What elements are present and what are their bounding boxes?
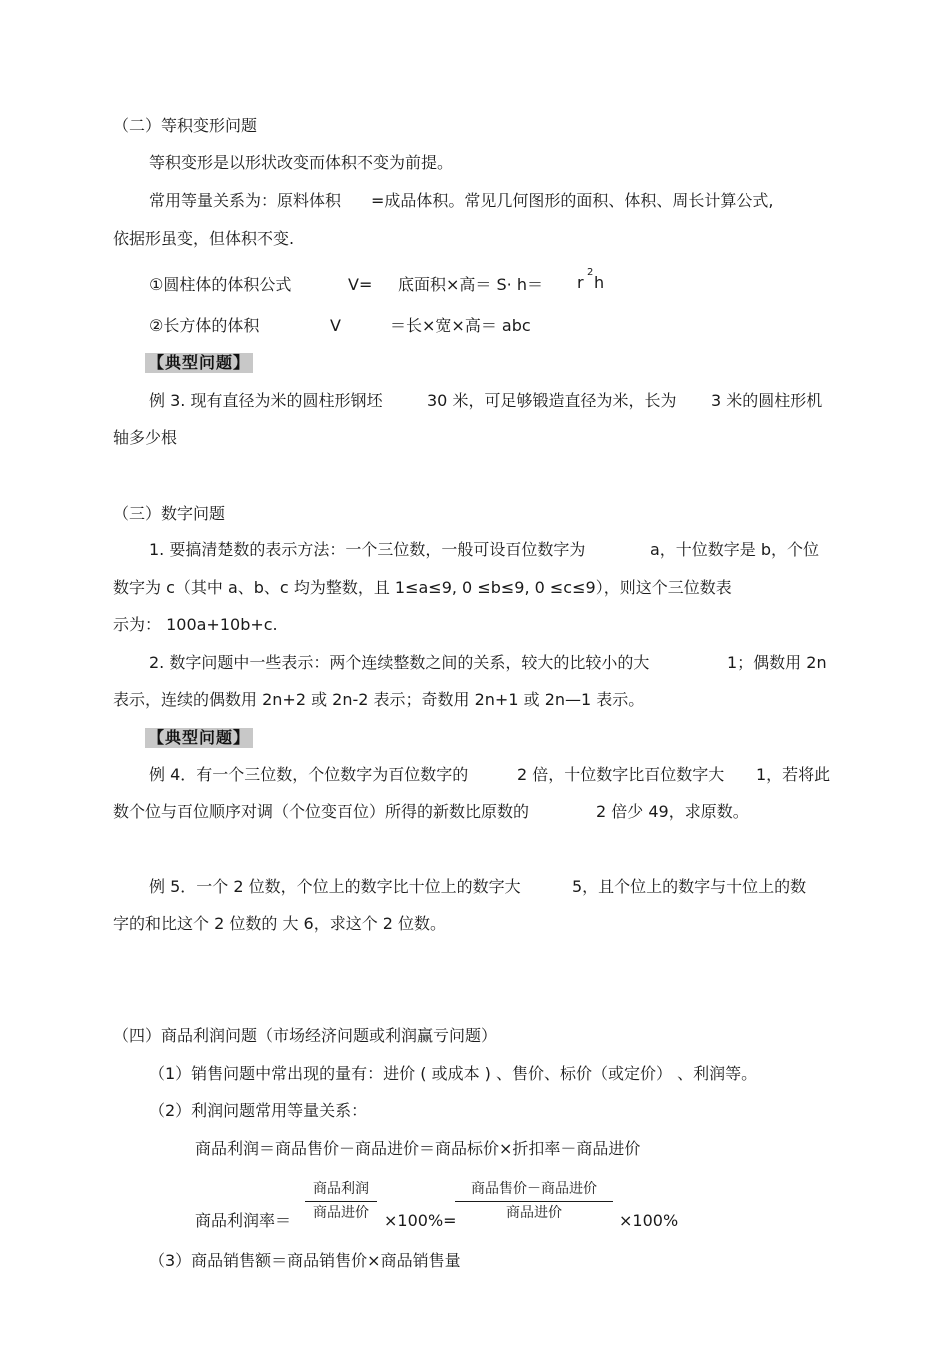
cylinder-formula-h: h: [594, 273, 605, 292]
section-2-paragraph-2b: =成品体积。常见几何图形的面积、体积、周长计算公式,: [371, 191, 774, 210]
fraction-1-multiplier: ×100%=: [384, 1211, 457, 1230]
section-2-paragraph-1: 等积变形是以形状改变而体积不变为前提。: [149, 153, 454, 172]
fraction-2-denominator: 商品进价: [506, 1205, 562, 1221]
example-4-part-4: 数个位与百位顺序对调（个位变百位）所得的新数比原数的: [113, 802, 530, 821]
section-4-heading: （四）商品利润问题（市场经济问题或利润赢亏问题）: [113, 1026, 498, 1045]
fraction-1-numerator: 商品利润: [313, 1181, 369, 1197]
section-3-heading: （三）数字问题: [113, 504, 226, 523]
number-rule-1d: 示为： 100a+10b+c.: [113, 615, 278, 634]
fraction-2-bar: [455, 1201, 613, 1202]
cylinder-formula-v: V=: [348, 275, 373, 294]
section-2-heading: （二）等积变形问题: [113, 116, 258, 135]
example-5-part-2: 5，且个位上的数字与十位上的数: [572, 877, 807, 896]
example-5-part-3: 字的和比这个 2 位数的 大 6，求这个 2 位数。: [113, 914, 447, 933]
number-rule-1b: a，十位数字是 b，个位: [650, 540, 820, 559]
number-rule-2a: 2. 数字问题中一些表示：两个连续整数之间的关系，较大的比较小的大: [149, 653, 650, 672]
number-rule-1a: 1. 要搞清楚数的表示方法：一个三位数，一般可设百位数字为: [149, 540, 586, 559]
example-3-part-4: 轴多少根: [113, 428, 178, 447]
example-4-part-1: 例 4．有一个三位数，个位数字为百位数字的: [149, 765, 469, 784]
cuboid-formula-body: ＝长×宽×高＝ abc: [390, 316, 531, 335]
cuboid-formula-label: ②长方体的体积: [149, 316, 260, 335]
cylinder-formula-r: r: [577, 273, 584, 292]
profit-item-1: （1）销售问题中常出现的量有：进价 ( 或成本 ) 、售价、标价（或定价） 、利润等。: [149, 1064, 758, 1083]
cylinder-formula-label: ①圆柱体的体积公式: [149, 275, 292, 294]
typical-problem-badge-2: 【典型问题】: [145, 728, 253, 748]
fraction-1-denominator: 商品进价: [313, 1205, 369, 1221]
section-2-paragraph-2a: 常用等量关系为：原料体积: [149, 191, 342, 210]
example-5-part-1: 例 5．一个 2 位数，个位上的数字比十位上的数字大: [149, 877, 521, 896]
section-2-paragraph-3: 依据形虽变，但体积不变.: [113, 229, 295, 248]
number-rule-1c: 数字为 c（其中 a、b、c 均为整数，且 1≤a≤9, 0 ≤b≤9, 0 ≤c≤9），则这个三位数表: [113, 578, 732, 597]
profit-item-3: （3）商品销售额＝商品销售价×商品销售量: [149, 1251, 461, 1270]
example-3-part-2: 30 米，可足够锻造直径为米，长为: [427, 391, 677, 410]
example-4-part-3: 1，若将此: [756, 765, 831, 784]
cylinder-formula-body: 底面积×高＝ S· h＝: [398, 275, 543, 294]
cuboid-formula-v: V: [330, 316, 341, 335]
profit-equation: 商品利润＝商品售价－商品进价＝商品标价×折扣率－商品进价: [195, 1139, 641, 1158]
fraction-2-multiplier: ×100%: [619, 1211, 679, 1230]
number-rule-2b: 1；偶数用 2n: [727, 653, 827, 672]
profit-rate-label: 商品利润率＝: [195, 1211, 292, 1230]
example-3-part-3: 3 米的圆柱形机: [711, 391, 823, 410]
example-4-part-2: 2 倍，十位数字比百位数字大: [517, 765, 725, 784]
example-3-part-1: 例 3. 现有直径为米的圆柱形钢坯: [149, 391, 383, 410]
typical-problem-badge: 【典型问题】: [145, 353, 253, 373]
fraction-1-bar: [305, 1201, 377, 1202]
cylinder-formula-exponent: 2: [587, 267, 594, 278]
fraction-2-numerator: 商品售价－商品进价: [471, 1181, 597, 1197]
example-4-part-5: 2 倍少 49，求原数。: [596, 802, 749, 821]
number-rule-2c: 表示，连续的偶数用 2n+2 或 2n-2 表示；奇数用 2n+1 或 2n—1 表示。: [113, 690, 645, 709]
profit-item-2: （2）利润问题常用等量关系：: [149, 1101, 368, 1120]
